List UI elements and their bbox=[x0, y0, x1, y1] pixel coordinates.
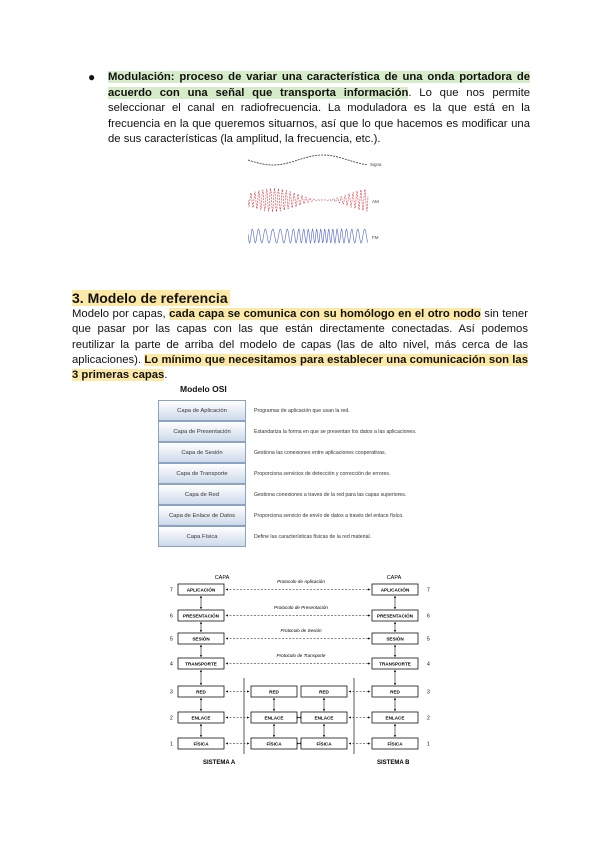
osi-layer: Capa de Aplicación bbox=[158, 400, 246, 421]
modulation-term: Modulación bbox=[108, 71, 171, 83]
router-2-layer-label: RED bbox=[319, 689, 329, 695]
modulation-waves-figure bbox=[248, 150, 388, 254]
system-b-layer-label: PRESENTACIÓN bbox=[376, 613, 414, 619]
osi-model-figure bbox=[158, 384, 458, 547]
system-b-label: SISTEMA B bbox=[377, 760, 410, 766]
layer-number-left: 6 bbox=[170, 613, 173, 620]
router-2-layer-label: FÍSICA bbox=[316, 741, 332, 747]
router-1-layer-label: ENLACE bbox=[264, 715, 284, 721]
layer-number-right: 7 bbox=[427, 587, 430, 594]
layer-number-right: 1 bbox=[427, 741, 430, 748]
layer-number-left: 4 bbox=[170, 661, 173, 668]
osi-desc: Proporciona servicio de envío de datos a través del enlace físico. bbox=[254, 512, 404, 519]
system-b-layer-label: APLICACIÓN bbox=[380, 587, 410, 593]
router-2-layer-label: ENLACE bbox=[314, 715, 334, 721]
layer-number-left: 2 bbox=[170, 715, 173, 722]
osi-desc: Programas de aplicación que usan la red. bbox=[254, 407, 350, 414]
am-wave bbox=[248, 188, 368, 212]
system-a-layer-label: PRESENTACIÓN bbox=[182, 613, 220, 619]
layer-number-right: 3 bbox=[427, 689, 430, 696]
capa-left-label: CAPA bbox=[214, 575, 230, 581]
system-b-layer-label: SESIÓN bbox=[386, 636, 404, 642]
osi-title: Modelo OSI bbox=[180, 384, 227, 394]
layer-number-right: 6 bbox=[427, 613, 430, 620]
fm-wave bbox=[248, 229, 368, 243]
osi-row bbox=[158, 526, 458, 547]
system-a-layer-label: APLICACIÓN bbox=[186, 587, 216, 593]
system-a-layer-label: TRANSPORTE bbox=[185, 661, 217, 667]
layer-number-left: 5 bbox=[170, 636, 173, 643]
signal-wave bbox=[248, 155, 368, 165]
modulation-definition: : proceso de variar una característica de una onda portadora de acuerdo con una señal que transporta información bbox=[108, 71, 530, 99]
signal-label: Signa bbox=[370, 162, 382, 167]
section-heading: 3. Modelo de referencia bbox=[72, 290, 228, 306]
system-a-layer-label: SESIÓN bbox=[192, 636, 210, 642]
osi-desc: Estandariza la forma en que se presentan los datos a las aplicaciones. bbox=[254, 428, 417, 435]
modulation-rest: . Lo que nos permite seleccionar el canal en radiofrecuencia. La moduladora es la que está en la frecuencia en la que queremos situarnos, así que lo que hacemos es modificar una de sus características (la amplitud, la frecuencia, etc.). bbox=[108, 86, 530, 146]
layer-number-right: 2 bbox=[427, 715, 430, 722]
system-a-layer-label: FÍSICA bbox=[193, 741, 209, 747]
osi-layer: Capa de Enlace de Datos bbox=[158, 505, 246, 526]
osi-row bbox=[158, 442, 458, 463]
osi-row bbox=[158, 484, 458, 505]
osi-desc: Gestiona conexiones a traves de la red para las capas superiores. bbox=[254, 491, 407, 498]
osi-row bbox=[158, 421, 458, 442]
bullet-dot: ● bbox=[88, 70, 96, 84]
protocol-label: Protocolo de Transporte bbox=[276, 653, 326, 658]
osi-layer: Capa de Sesión bbox=[158, 442, 246, 463]
protocol-label: Protocolo de Sesión bbox=[280, 628, 322, 633]
osi-layer: Capa Física bbox=[158, 526, 246, 547]
system-b-layer-label: ENLACE bbox=[385, 715, 405, 721]
system-b-layer-label: FÍSICA bbox=[387, 741, 403, 747]
system-a-layer-label: RED bbox=[196, 689, 206, 695]
system-b-layer-label: RED bbox=[390, 689, 400, 695]
router-1-layer-label: FÍSICA bbox=[266, 741, 282, 747]
am-label: AM bbox=[372, 199, 379, 204]
protocol-label: Protocolo de Aplicación bbox=[277, 579, 325, 584]
system-a-label: SISTEMA A bbox=[203, 760, 236, 766]
osi-desc: Proporciona servicios de detección y corrección de errores. bbox=[254, 470, 391, 477]
modulation-bullet bbox=[90, 70, 530, 148]
layer-stack-diagram bbox=[170, 572, 432, 768]
osi-desc: Gestiona las conexiones entre aplicaciones cooperativas. bbox=[254, 449, 387, 456]
osi-desc: Define las características físicas de la red material. bbox=[254, 533, 372, 540]
highlight-2: Lo mínimo que necesitamos para establecer una comunicación son las 3 primeras capas bbox=[72, 353, 528, 382]
router-1-layer-label: RED bbox=[269, 689, 279, 695]
system-a-layer-label: ENLACE bbox=[191, 715, 211, 721]
osi-layer: Capa de Presentación bbox=[158, 421, 246, 442]
layer-number-right: 5 bbox=[427, 636, 430, 643]
capa-right-label: CAPA bbox=[386, 575, 402, 581]
osi-row bbox=[158, 505, 458, 526]
highlight-1: cada capa se comunica con su homólogo en el otro nodo bbox=[169, 308, 481, 320]
layer-number-right: 4 bbox=[427, 661, 430, 668]
modulation-paragraph bbox=[90, 70, 530, 148]
section-paragraph: Modelo por capas, cada capa se comunica con su homólogo en el otro nodo sin tener que pasar por las capas con las que están directamente conectadas. Así podemos reutilizar la parte de arriba del modelo de capas (las de alto nivel, más cerca de las aplicaciones). Lo mínimo que necesitamos para establecer una comunicación son las 3 primeras capas. bbox=[72, 308, 528, 382]
osi-row bbox=[158, 463, 458, 484]
fm-label: FM bbox=[372, 235, 379, 240]
layer-number-left: 1 bbox=[170, 741, 173, 748]
system-b-layer-label: TRANSPORTE bbox=[379, 661, 411, 667]
osi-layer: Capa de Transporte bbox=[158, 463, 246, 484]
layer-number-left: 3 bbox=[170, 689, 173, 696]
protocol-label: Protocolo de Presentación bbox=[274, 605, 328, 610]
layer-number-left: 7 bbox=[170, 587, 173, 594]
osi-row bbox=[158, 400, 458, 421]
osi-layer: Capa de Red bbox=[158, 484, 246, 505]
